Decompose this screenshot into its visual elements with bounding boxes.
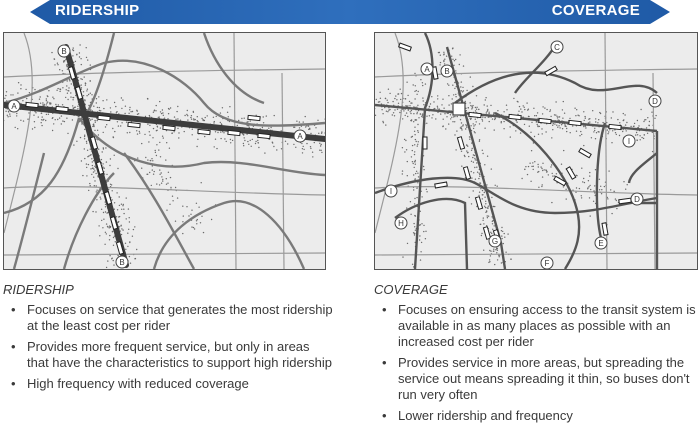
svg-text:A: A	[11, 102, 17, 111]
bus-icon	[75, 87, 82, 100]
banner-ridership-label: RIDERSHIP	[55, 2, 140, 19]
route-marker	[441, 65, 453, 77]
bus-icon	[539, 118, 551, 123]
coverage-network-map	[374, 32, 698, 270]
route-marker	[541, 257, 553, 269]
list-item: • Provides service in more areas, but spreading the service out means spreading it thin, so buses don't run very often	[382, 355, 690, 402]
list-item: • Focuses on ensuring access to the transit system is available in as many places as possible with an increased cost per rider	[382, 302, 696, 349]
bus-icon	[469, 112, 481, 117]
svg-text:E: E	[598, 239, 604, 248]
bus-icon	[26, 102, 38, 107]
route-marker	[649, 95, 661, 107]
bus-icon	[198, 129, 210, 134]
route-marker	[421, 63, 433, 75]
bus-icon	[457, 137, 464, 150]
bus-icon	[609, 124, 621, 129]
bus-icon	[128, 122, 140, 127]
route-marker	[385, 185, 397, 197]
bus-icon	[258, 133, 270, 138]
svg-text:F: F	[544, 259, 550, 268]
bus-icon	[56, 106, 68, 111]
bus-icon	[483, 227, 490, 240]
route-marker	[116, 256, 128, 268]
svg-text:B: B	[61, 47, 67, 56]
route-marker	[623, 135, 635, 147]
bus-icon	[248, 115, 260, 120]
coverage-title: COVERAGE	[374, 282, 448, 297]
bus-icon	[423, 137, 427, 149]
route-marker	[395, 217, 407, 229]
ridership-density-dots	[4, 44, 325, 268]
bullet-icon: •	[382, 355, 387, 370]
coverage-section	[374, 282, 696, 429]
ridership-local-routes	[4, 33, 325, 269]
svg-text:B: B	[444, 67, 450, 76]
route-marker	[595, 237, 607, 249]
svg-text:A: A	[424, 65, 430, 74]
coverage-route-markers	[385, 41, 661, 269]
banner-coverage-label: COVERAGE	[551, 2, 640, 19]
bus-icon	[228, 130, 240, 135]
bus-icon	[566, 167, 575, 179]
svg-text:I: I	[627, 137, 631, 146]
ridership-title: RIDERSHIP	[3, 282, 74, 297]
svg-text:H: H	[398, 219, 404, 228]
bus-icon	[163, 125, 175, 130]
ridership-frequent-corridors	[4, 47, 325, 265]
ridership-bullet-list	[3, 302, 333, 392]
coverage-routes	[375, 33, 657, 269]
route-marker	[551, 41, 563, 53]
bullet-icon: •	[11, 339, 16, 354]
bus-icon	[98, 115, 110, 120]
route-marker	[631, 193, 643, 205]
bullet-icon: •	[11, 302, 16, 317]
ridership-street-grid	[4, 33, 325, 269]
route-marker	[8, 100, 20, 112]
svg-text:A: A	[297, 132, 303, 141]
bus-icon	[110, 217, 117, 230]
svg-text:C: C	[554, 43, 560, 52]
ridership-network-map	[3, 32, 326, 270]
svg-text:D: D	[634, 195, 640, 204]
route-marker	[58, 45, 70, 57]
bus-icon	[463, 167, 470, 180]
bullet-icon: •	[382, 408, 387, 423]
list-item: • Focuses on service that generates the most ridership at the least cost per rider	[11, 302, 333, 333]
bus-icon	[579, 148, 591, 157]
bus-icon	[569, 120, 581, 125]
list-item: • Provides more frequent service, but only in areas that have the characteristics to support high ridership	[11, 339, 332, 370]
route-marker	[489, 235, 501, 247]
route-marker	[294, 130, 306, 142]
svg-text:B: B	[119, 258, 125, 267]
svg-text:I: I	[389, 187, 393, 196]
bullet-icon: •	[382, 302, 387, 317]
ridership-route-markers	[8, 45, 306, 268]
bus-icon	[475, 197, 482, 210]
bullet-icon: •	[11, 376, 16, 391]
svg-text:D: D	[652, 97, 658, 106]
ridership-section	[3, 282, 333, 397]
list-item: • Lower ridership and frequency	[382, 408, 573, 423]
list-item: • High frequency with reduced coverage	[11, 376, 249, 391]
bus-icon	[509, 114, 521, 119]
svg-text:G: G	[491, 237, 499, 246]
transfer-hub	[453, 103, 465, 115]
coverage-bullet-list	[374, 302, 696, 424]
